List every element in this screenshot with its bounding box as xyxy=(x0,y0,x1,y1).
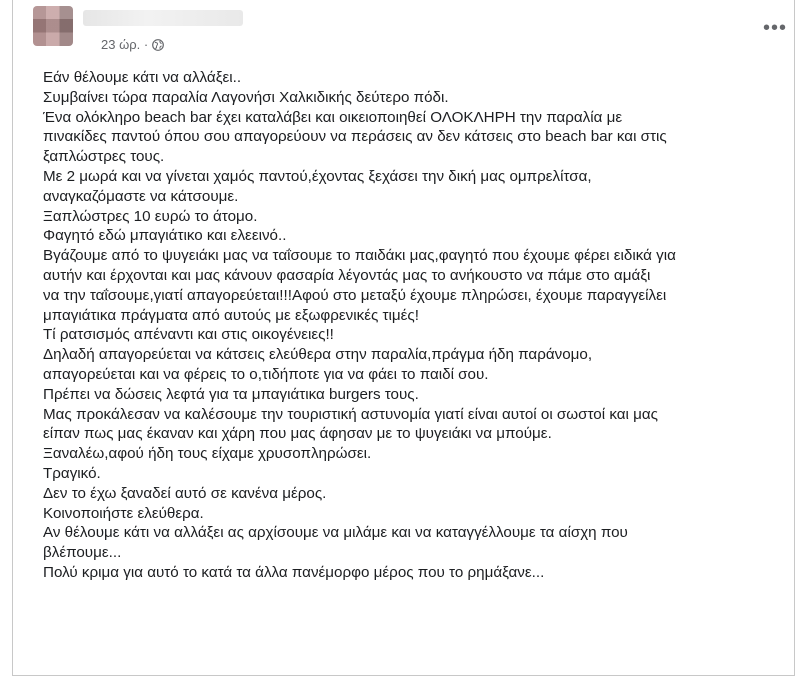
post-text-line: βλέπουμε... xyxy=(43,544,122,562)
post-text-line: Συμβαίνει τώρα παραλία Λαγονήσι Χαλκιδικής δεύτερο πόδι. xyxy=(43,88,449,106)
post-text-line: Εάν θέλουμε κάτι να αλλάξει.. xyxy=(43,69,242,86)
post-text-line: Δεν το έχω ξαναδεί αυτό σε κανένα μέρος. xyxy=(43,484,327,502)
facebook-post xyxy=(12,0,795,676)
post-text-line: πινακίδες παντού όπου σου απαγορεύουν να περάσεις αν δεν κάτσεις στο beach bar και στις xyxy=(43,128,667,146)
post-text-line: Τί ρατσισμός απέναντι και στις οικογένειες!! xyxy=(43,326,334,344)
post-text-line: Βγάζουμε από το ψυγειάκι μας να ταΐσουμε το παιδάκι μας,φαγητό που έχουμε φέρει ειδικά για xyxy=(43,247,676,265)
post-text-line: Μας προκάλεσαν να καλέσουμε την τουριστική αστυνομία γιατί είναι αυτοί οι σωστοί και μας xyxy=(43,405,658,423)
post-text-line: Αν θέλουμε κάτι να αλλάξει ας αρχίσουμε να μιλάμε και να καταγγέλλουμε τα αίσχη που xyxy=(43,524,628,542)
post-text-line: Ξαπλώστρες 10 ευρώ το άτομο. xyxy=(43,207,258,225)
post-text-line: απαγορεύεται και να φέρεις το ο,τιδήποτε για να φάει το παιδί σου. xyxy=(43,365,489,383)
post-text-line: Τραγικό. xyxy=(43,464,101,482)
post-text-line: Με 2 μωρά και να γίνεται χαμός παντού,έχοντας ξεχάσει την δική μας ομπρελίτσα, xyxy=(43,167,592,185)
globe-icon xyxy=(152,39,164,51)
post-text-line: Φαγητό εδώ μπαγιάτικο και ελεεινό.. xyxy=(43,227,287,245)
more-horizontal-icon[interactable]: ••• xyxy=(762,17,787,39)
post-text-line: αυτήν και έρχονται και μας κάνουν φασαρία λέγοντάς μας το ανήκουστο να πάμε στο αμάξι xyxy=(43,266,651,284)
post-text-line: Κοινοποιήστε ελεύθερα. xyxy=(43,504,204,522)
post-text-line: Πρέπει να δώσεις λεφτά για τα μπαγιάτικα burgers τους. xyxy=(43,385,419,403)
post-text-line: αναγκαζόμαστε να κάτσουμε. xyxy=(43,187,239,205)
avatar[interactable] xyxy=(33,6,73,46)
post-text xyxy=(43,68,763,583)
post-timestamp[interactable]: 23 ώρ. · xyxy=(101,37,149,52)
post-text-line: είπαν πως μας έκαναν και χάρη που μας άφησαν με το ψυγειάκι να μπούμε. xyxy=(43,425,552,443)
post-text-line: να την ταΐσουμε,γιατί απαγορεύεται!!!Αφού στο μεταξύ έχουμε πληρώσει, έχουμε παραγγείλει xyxy=(43,286,667,304)
post-text-line: ξαπλώστρες τους. xyxy=(43,148,165,166)
post-text-line: Ξαναλέω,αφού ήδη τους είχαμε χρυσοπληρώσει. xyxy=(43,445,372,463)
post-text-line: Πολύ κριμα για αυτό το κατά τα άλλα πανέμορφο μέρος που το ρημάξανε... xyxy=(43,563,545,581)
post-text-line: Δηλαδή απαγορεύεται να κάτσεις ελεύθερα στην παραλία,πράγμα ήδη παράνομο, xyxy=(43,346,593,364)
author-name-blurred[interactable] xyxy=(83,10,243,26)
post-meta xyxy=(101,37,164,52)
post-text-line: μπαγιάτικα πράγματα από αυτούς με εξωφρενικές τιμές! xyxy=(43,306,419,324)
post-text-line: Ένα ολόκληρο beach bar έχει καταλάβει και οικειοποιηθεί ΟΛΟΚΛΗΡΗ την παραλία με xyxy=(43,108,623,126)
post-header xyxy=(29,4,789,54)
